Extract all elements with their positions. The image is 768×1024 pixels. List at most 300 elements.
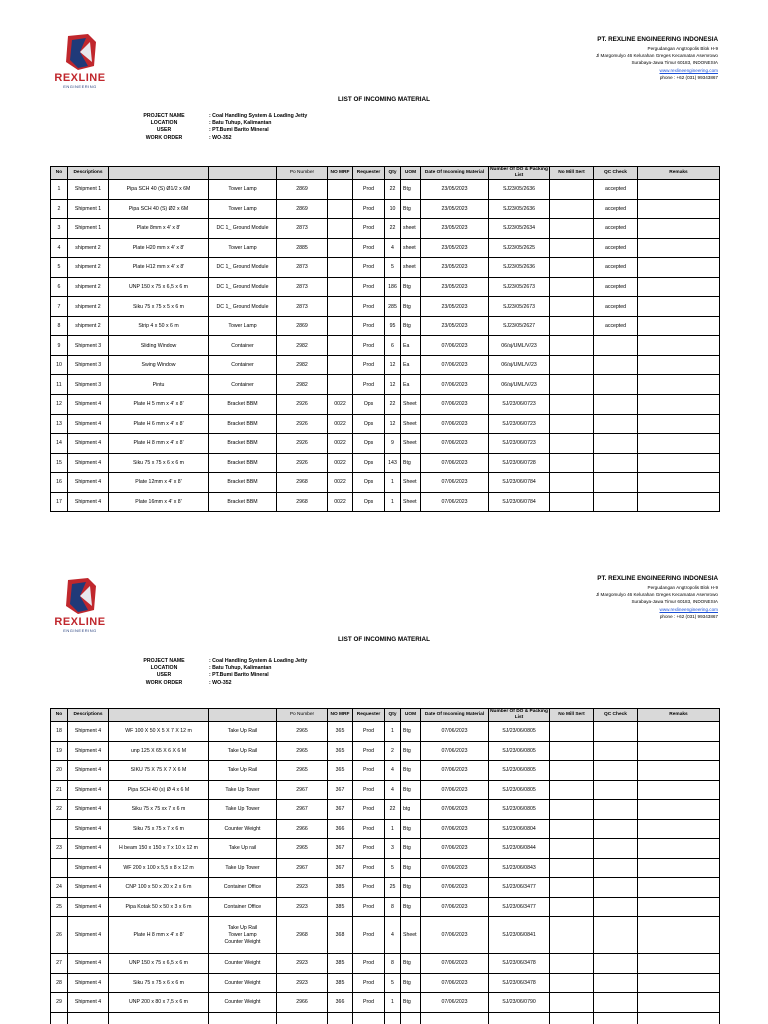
table-cell: Btg	[401, 741, 421, 761]
table-cell: Bracket BBM	[209, 414, 277, 434]
table-cell: 10	[385, 199, 401, 219]
table-cell: Shipment 4	[68, 897, 109, 917]
table-cell: 385	[328, 878, 353, 898]
table-cell: 385	[328, 954, 353, 974]
table-cell: 2869	[277, 180, 328, 200]
table-cell: 143	[385, 453, 401, 473]
table-cell: Shipment 4	[68, 878, 109, 898]
table-body	[51, 180, 720, 512]
table-cell: 27	[51, 954, 68, 974]
table-cell: Plate H20 mm x 4' x 8'	[109, 238, 209, 258]
header-row	[51, 167, 720, 180]
table-cell: Shipment 3	[68, 375, 109, 395]
table-cell: SJ/23/06/3477	[489, 878, 550, 898]
meta-value: : PT.Bumi Barito Mineral	[209, 672, 269, 679]
table-cell	[328, 336, 353, 356]
table-cell	[638, 878, 720, 898]
table-cell: 365	[328, 761, 353, 781]
table-cell: 07/06/2023	[421, 453, 489, 473]
table-cell: Ops	[353, 414, 385, 434]
table-cell	[638, 897, 720, 917]
table-cell	[594, 819, 638, 839]
table-cell: Btg	[401, 858, 421, 878]
table-cell: Bracket BBM	[209, 395, 277, 415]
meta-row	[134, 672, 307, 679]
meta-label: LOCATION	[150, 665, 178, 672]
table-cell	[638, 993, 720, 1013]
table-cell	[594, 800, 638, 820]
table-cell	[638, 973, 720, 993]
column-header: Date Of Incoming Material	[421, 709, 489, 722]
table-cell: 3	[51, 219, 68, 239]
table-cell: Sliding Window	[109, 336, 209, 356]
table-cell: 07/06/2023	[421, 414, 489, 434]
table-cell: Btg	[401, 993, 421, 1013]
table-cell: SJ23/05/2636	[489, 199, 550, 219]
table-row	[51, 395, 720, 415]
logo-word: REXLINE	[54, 616, 106, 628]
table-cell	[638, 277, 720, 297]
table-cell: Sheet	[401, 414, 421, 434]
table-cell: Prod	[353, 741, 385, 761]
table-cell: Shipment 4	[68, 395, 109, 415]
table-cell	[594, 453, 638, 473]
table-cell: Shipment 4	[68, 722, 109, 742]
table-cell: 06/sj/UML/V/23	[489, 355, 550, 375]
company-name: PT. REXLINE ENGINEERING INDONESIA	[597, 575, 718, 582]
table-cell: 22	[385, 219, 401, 239]
meta-row	[134, 135, 307, 142]
table-cell: 2965	[277, 741, 328, 761]
table-cell: 2923	[277, 897, 328, 917]
table-cell: 367	[328, 839, 353, 859]
table-cell	[638, 473, 720, 493]
table-cell	[594, 761, 638, 781]
table-cell: SJ23/05/2636	[489, 258, 550, 278]
table-cell	[328, 199, 353, 219]
table-cell	[594, 878, 638, 898]
table-cell	[594, 839, 638, 859]
table-cell: SJ/23/06/0723	[489, 434, 550, 454]
table-row	[51, 722, 720, 742]
table-cell: 23/05/2023	[421, 316, 489, 336]
column-header: Po Number	[277, 709, 328, 722]
table-cell: 2965	[277, 761, 328, 781]
company-header	[596, 36, 718, 81]
table-cell: 07/06/2023	[421, 395, 489, 415]
table-row	[51, 858, 720, 878]
table-cell	[594, 1012, 638, 1024]
table-cell: Plate 8mm x 4' x 8'	[109, 219, 209, 239]
table-cell	[594, 414, 638, 434]
table-cell: Prod	[353, 897, 385, 917]
table-row	[51, 453, 720, 473]
table-cell: UNP 150 x 75 x 6,5 x 6 m	[109, 954, 209, 974]
column-header: QC Check	[594, 709, 638, 722]
table-cell: 5	[51, 258, 68, 278]
table-cell: Sheet	[401, 492, 421, 512]
table-cell: 13	[51, 414, 68, 434]
table-cell: 8	[385, 897, 401, 917]
table-cell	[638, 492, 720, 512]
meta-label: USER	[156, 127, 172, 134]
table-cell: 06/sj/UML/V/23	[489, 375, 550, 395]
table-cell	[550, 316, 594, 336]
table-cell: 0022	[328, 492, 353, 512]
table-row	[51, 741, 720, 761]
table-row	[51, 297, 720, 317]
table-cell	[550, 722, 594, 742]
table-cell: Counter Weight	[209, 954, 277, 974]
table-cell: 25	[385, 878, 401, 898]
table-cell: Prod	[353, 316, 385, 336]
table-cell: Take Up Rail	[209, 722, 277, 742]
column-header: Requester	[353, 167, 385, 180]
rexline-logo-icon	[50, 32, 110, 72]
meta-label: PROJECT NAME	[143, 658, 185, 664]
table-cell: 5	[385, 258, 401, 278]
column-header: No	[51, 709, 68, 722]
table-row	[51, 973, 720, 993]
table-cell: accepted	[594, 238, 638, 258]
table-cell: Shipment 1	[68, 180, 109, 200]
table-cell	[638, 1012, 720, 1024]
table-cell: DC 1_ Ground Module	[209, 219, 277, 239]
table-cell	[401, 1012, 421, 1024]
table-cell: SJ/23/06/0784	[489, 492, 550, 512]
table-cell: 1	[385, 993, 401, 1013]
table-cell	[489, 1012, 550, 1024]
table-cell: Siku 75 x 75 xx 7 x 6 m	[109, 800, 209, 820]
column-header: No Mill Sert	[550, 167, 594, 180]
table-cell: SJ23/05/2634	[489, 219, 550, 239]
table-cell	[421, 1012, 489, 1024]
table-cell	[594, 492, 638, 512]
table-cell: Btg	[401, 839, 421, 859]
table-cell: Prod	[353, 780, 385, 800]
table-cell: Container Office	[209, 897, 277, 917]
column-header: Descriptions	[68, 167, 109, 180]
table-cell	[594, 780, 638, 800]
table-cell: unp 125 X 65 X 6 X 6 M	[109, 741, 209, 761]
table-cell: 19	[51, 741, 68, 761]
table-cell: Take Up Tower	[209, 858, 277, 878]
column-header: Requester	[353, 709, 385, 722]
table-cell	[328, 355, 353, 375]
table-cell: 4	[385, 917, 401, 954]
table-cell: 07/06/2023	[421, 355, 489, 375]
table-cell	[550, 800, 594, 820]
table-cell	[638, 375, 720, 395]
table-cell: 2923	[277, 878, 328, 898]
table-row	[51, 258, 720, 278]
table-cell: 368	[328, 917, 353, 954]
table-cell: Tower Lamp	[209, 180, 277, 200]
company-address-2: Jl Margomulyo 46 Kelurahan Greges Kecamatan Asemrowo	[595, 592, 718, 598]
table-cell: sheet	[401, 238, 421, 258]
table-cell: Prod	[353, 219, 385, 239]
table-cell: Sheet	[401, 917, 421, 954]
table-cell: 23/05/2023	[421, 219, 489, 239]
table-cell: Pipa SCH 40 (S) Ø1/2 x 6M	[109, 180, 209, 200]
table-cell: Siku 75 x 75 x 7 x 6 m	[109, 819, 209, 839]
table-cell: 25	[51, 897, 68, 917]
table-cell: Ops	[353, 434, 385, 454]
table-cell: Ea	[401, 355, 421, 375]
table-cell: SJ/23/06/0805	[489, 800, 550, 820]
table-cell: Sheet	[401, 434, 421, 454]
table-cell: shipment 2	[68, 277, 109, 297]
table-cell	[594, 355, 638, 375]
table-cell: 23/05/2023	[421, 199, 489, 219]
table-cell: Shipment 3	[68, 336, 109, 356]
table-cell: SJ/23/06/0844	[489, 839, 550, 859]
table-cell: 2966	[277, 819, 328, 839]
table-cell: 385	[328, 973, 353, 993]
table-cell: 07/06/2023	[421, 800, 489, 820]
table-cell	[638, 316, 720, 336]
table-cell: Prod	[353, 839, 385, 859]
table-row	[51, 917, 720, 954]
table-cell: 365	[328, 722, 353, 742]
table-row	[51, 993, 720, 1013]
table-cell: Shipment 4	[68, 993, 109, 1013]
table-cell: 2873	[277, 277, 328, 297]
meta-row	[134, 680, 307, 687]
table-header	[51, 709, 720, 722]
table-cell	[638, 180, 720, 200]
table-cell: 3	[385, 839, 401, 859]
meta-row	[134, 127, 307, 134]
table-cell	[594, 993, 638, 1013]
table-cell: Pipa SCH 40 (S) Ø2 x 6M	[109, 199, 209, 219]
table-cell	[638, 199, 720, 219]
table-cell: Shipment 3	[68, 355, 109, 375]
table-cell: SJ/23/06/0805	[489, 741, 550, 761]
company-address-3: Surabaya-Jawa Timur 60183, INDONESIA	[631, 60, 718, 66]
table-cell: 16	[51, 473, 68, 493]
table-cell: Prod	[353, 800, 385, 820]
table-cell: 2873	[277, 219, 328, 239]
table-cell	[51, 858, 68, 878]
table-cell: Prod	[353, 954, 385, 974]
table-row	[51, 336, 720, 356]
company-header	[596, 575, 718, 620]
table-cell: Take Up Tower	[209, 780, 277, 800]
table-cell	[594, 434, 638, 454]
table-cell: 2967	[277, 800, 328, 820]
table-cell: 23/05/2023	[421, 180, 489, 200]
column-header	[109, 167, 209, 180]
table-cell: 17	[51, 492, 68, 512]
meta-row	[134, 665, 307, 672]
table-cell	[638, 414, 720, 434]
table-cell	[209, 1012, 277, 1024]
table-cell: Ea	[401, 375, 421, 395]
table-cell: Btg	[401, 199, 421, 219]
table-cell: Prod	[353, 858, 385, 878]
table-cell: Shipment 4	[68, 473, 109, 493]
table-cell	[638, 258, 720, 278]
table-cell: Btg	[401, 453, 421, 473]
table-cell	[550, 897, 594, 917]
table-cell: Shipment 4	[68, 492, 109, 512]
table-cell: Btg	[401, 316, 421, 336]
column-header: Remaks	[638, 167, 720, 180]
table-cell: Prod	[353, 297, 385, 317]
table-cell: 95	[385, 316, 401, 336]
column-header: UOM	[401, 709, 421, 722]
column-header: Qty	[385, 167, 401, 180]
column-header: Po Number	[277, 167, 328, 180]
table-cell	[328, 1012, 353, 1024]
table-cell: SJ/23/06/0841	[489, 917, 550, 954]
table-cell	[328, 375, 353, 395]
table-cell: 06/sj/UML/V/23	[489, 336, 550, 356]
table-cell	[638, 917, 720, 954]
table-cell: Siku 75 x 75 x 6 x 6 m	[109, 973, 209, 993]
table-cell: Pipa SCH 40 (s) Ø 4 x 6 M	[109, 780, 209, 800]
table-cell: 8	[385, 954, 401, 974]
table-cell: 07/06/2023	[421, 761, 489, 781]
company-website-link[interactable]: www.rexlineengineering.com	[659, 67, 718, 73]
column-header: NO MRF	[328, 167, 353, 180]
table-cell: Btg	[401, 897, 421, 917]
table-cell: Btg	[401, 819, 421, 839]
table-cell: 23/05/2023	[421, 238, 489, 258]
table-cell	[638, 858, 720, 878]
table-cell	[550, 395, 594, 415]
table-cell: 22	[385, 395, 401, 415]
table-cell: Bracket BBM	[209, 453, 277, 473]
column-header: Number Of DO & Packing List	[490, 709, 548, 720]
table-cell: 8	[51, 316, 68, 336]
table-cell	[550, 954, 594, 974]
column-header: Descriptions	[68, 709, 109, 722]
table-cell	[328, 219, 353, 239]
column-header: QC Check	[594, 167, 638, 180]
table-cell: 2	[51, 199, 68, 219]
table-cell: DC 1_ Ground Module	[209, 258, 277, 278]
table-cell: SJ/23/06/0805	[489, 761, 550, 781]
table-cell: Ops	[353, 492, 385, 512]
table-cell	[638, 722, 720, 742]
table-cell	[328, 180, 353, 200]
table-cell	[385, 1012, 401, 1024]
table-cell: Shipment 4	[68, 917, 109, 954]
table-cell: 07/06/2023	[421, 858, 489, 878]
company-phone: phone : +62 (031) 99343867	[659, 613, 718, 619]
table-row	[51, 219, 720, 239]
table-cell	[638, 238, 720, 258]
meta-row	[134, 658, 307, 665]
table-cell: Prod	[353, 336, 385, 356]
table-cell: 6	[385, 336, 401, 356]
table-cell: Plate 16mm x 4' x 8'	[109, 492, 209, 512]
table-cell: 12	[385, 414, 401, 434]
table-cell	[550, 858, 594, 878]
table-cell: Btg	[401, 954, 421, 974]
table-cell: Take Up Tower	[209, 800, 277, 820]
table-cell: Siku 75 x 75 x 5 x 6 m	[109, 297, 209, 317]
table-row	[51, 897, 720, 917]
table-cell: CNP 100 x 50 x 20 x 2 x 6 m	[109, 878, 209, 898]
table-cell: Shipment 4	[68, 780, 109, 800]
table-cell: accepted	[594, 297, 638, 317]
table-cell	[277, 1012, 328, 1024]
logo-sub: ENGINEERING	[63, 84, 97, 89]
table-cell	[328, 258, 353, 278]
table-cell: SJ23/05/2627	[489, 316, 550, 336]
table-cell	[550, 414, 594, 434]
company-logo	[50, 576, 110, 633]
table-cell: Btg	[401, 277, 421, 297]
table-cell: Shipment 4	[68, 414, 109, 434]
column-header: NO MRF	[328, 709, 353, 722]
table-cell: Take Up Rail Tower Lamp Counter Weight	[209, 917, 277, 954]
table-cell	[638, 741, 720, 761]
table-cell: Prod	[353, 973, 385, 993]
table-row	[51, 180, 720, 200]
table-cell: 07/06/2023	[421, 839, 489, 859]
table-cell: Sheet	[401, 473, 421, 493]
meta-value: : WO-352	[209, 679, 232, 686]
table-cell	[550, 741, 594, 761]
table-cell	[550, 1012, 594, 1024]
table-cell	[550, 839, 594, 859]
table-cell: 2967	[277, 780, 328, 800]
column-header: Qty	[385, 709, 401, 722]
table-cell: shipment 2	[68, 316, 109, 336]
company-website-link[interactable]: www.rexlineengineering.com	[659, 606, 718, 612]
table-cell: 12	[385, 375, 401, 395]
table-cell: 0022	[328, 414, 353, 434]
column-header: Date Of Incoming Material	[421, 167, 489, 180]
table-cell: Prod	[353, 917, 385, 954]
table-cell	[550, 277, 594, 297]
table-cell: 26	[51, 917, 68, 954]
table-cell: 2885	[277, 238, 328, 258]
table-cell: SJ/23/06/3478	[489, 973, 550, 993]
table-cell: shipment 2	[68, 258, 109, 278]
table-row	[51, 414, 720, 434]
table-cell	[550, 375, 594, 395]
logo-sub: ENGINEERING	[63, 628, 97, 633]
table-cell	[550, 473, 594, 493]
table-cell	[550, 973, 594, 993]
table-row	[51, 316, 720, 336]
table-cell: 18	[51, 722, 68, 742]
table-cell: 385	[328, 897, 353, 917]
table-cell: Prod	[353, 375, 385, 395]
table-cell: Plate H 5 mm x 4' x 8'	[109, 395, 209, 415]
table-cell: 22	[51, 800, 68, 820]
table-cell	[594, 473, 638, 493]
table-cell	[353, 1012, 385, 1024]
table-cell: Shipment 4	[68, 858, 109, 878]
table-cell: Tower Lamp	[209, 199, 277, 219]
meta-label: WORK ORDER	[145, 679, 183, 686]
table-cell	[638, 819, 720, 839]
table-row	[51, 355, 720, 375]
table-cell: Shipment 4	[68, 741, 109, 761]
table-cell: Prod	[353, 199, 385, 219]
table-row	[51, 375, 720, 395]
table-cell: 366	[328, 993, 353, 1013]
table-cell: 2	[385, 741, 401, 761]
table-cell: WF 200 x 100 x 5,5 x 8 x 12 m	[109, 858, 209, 878]
table-cell: 10	[51, 355, 68, 375]
